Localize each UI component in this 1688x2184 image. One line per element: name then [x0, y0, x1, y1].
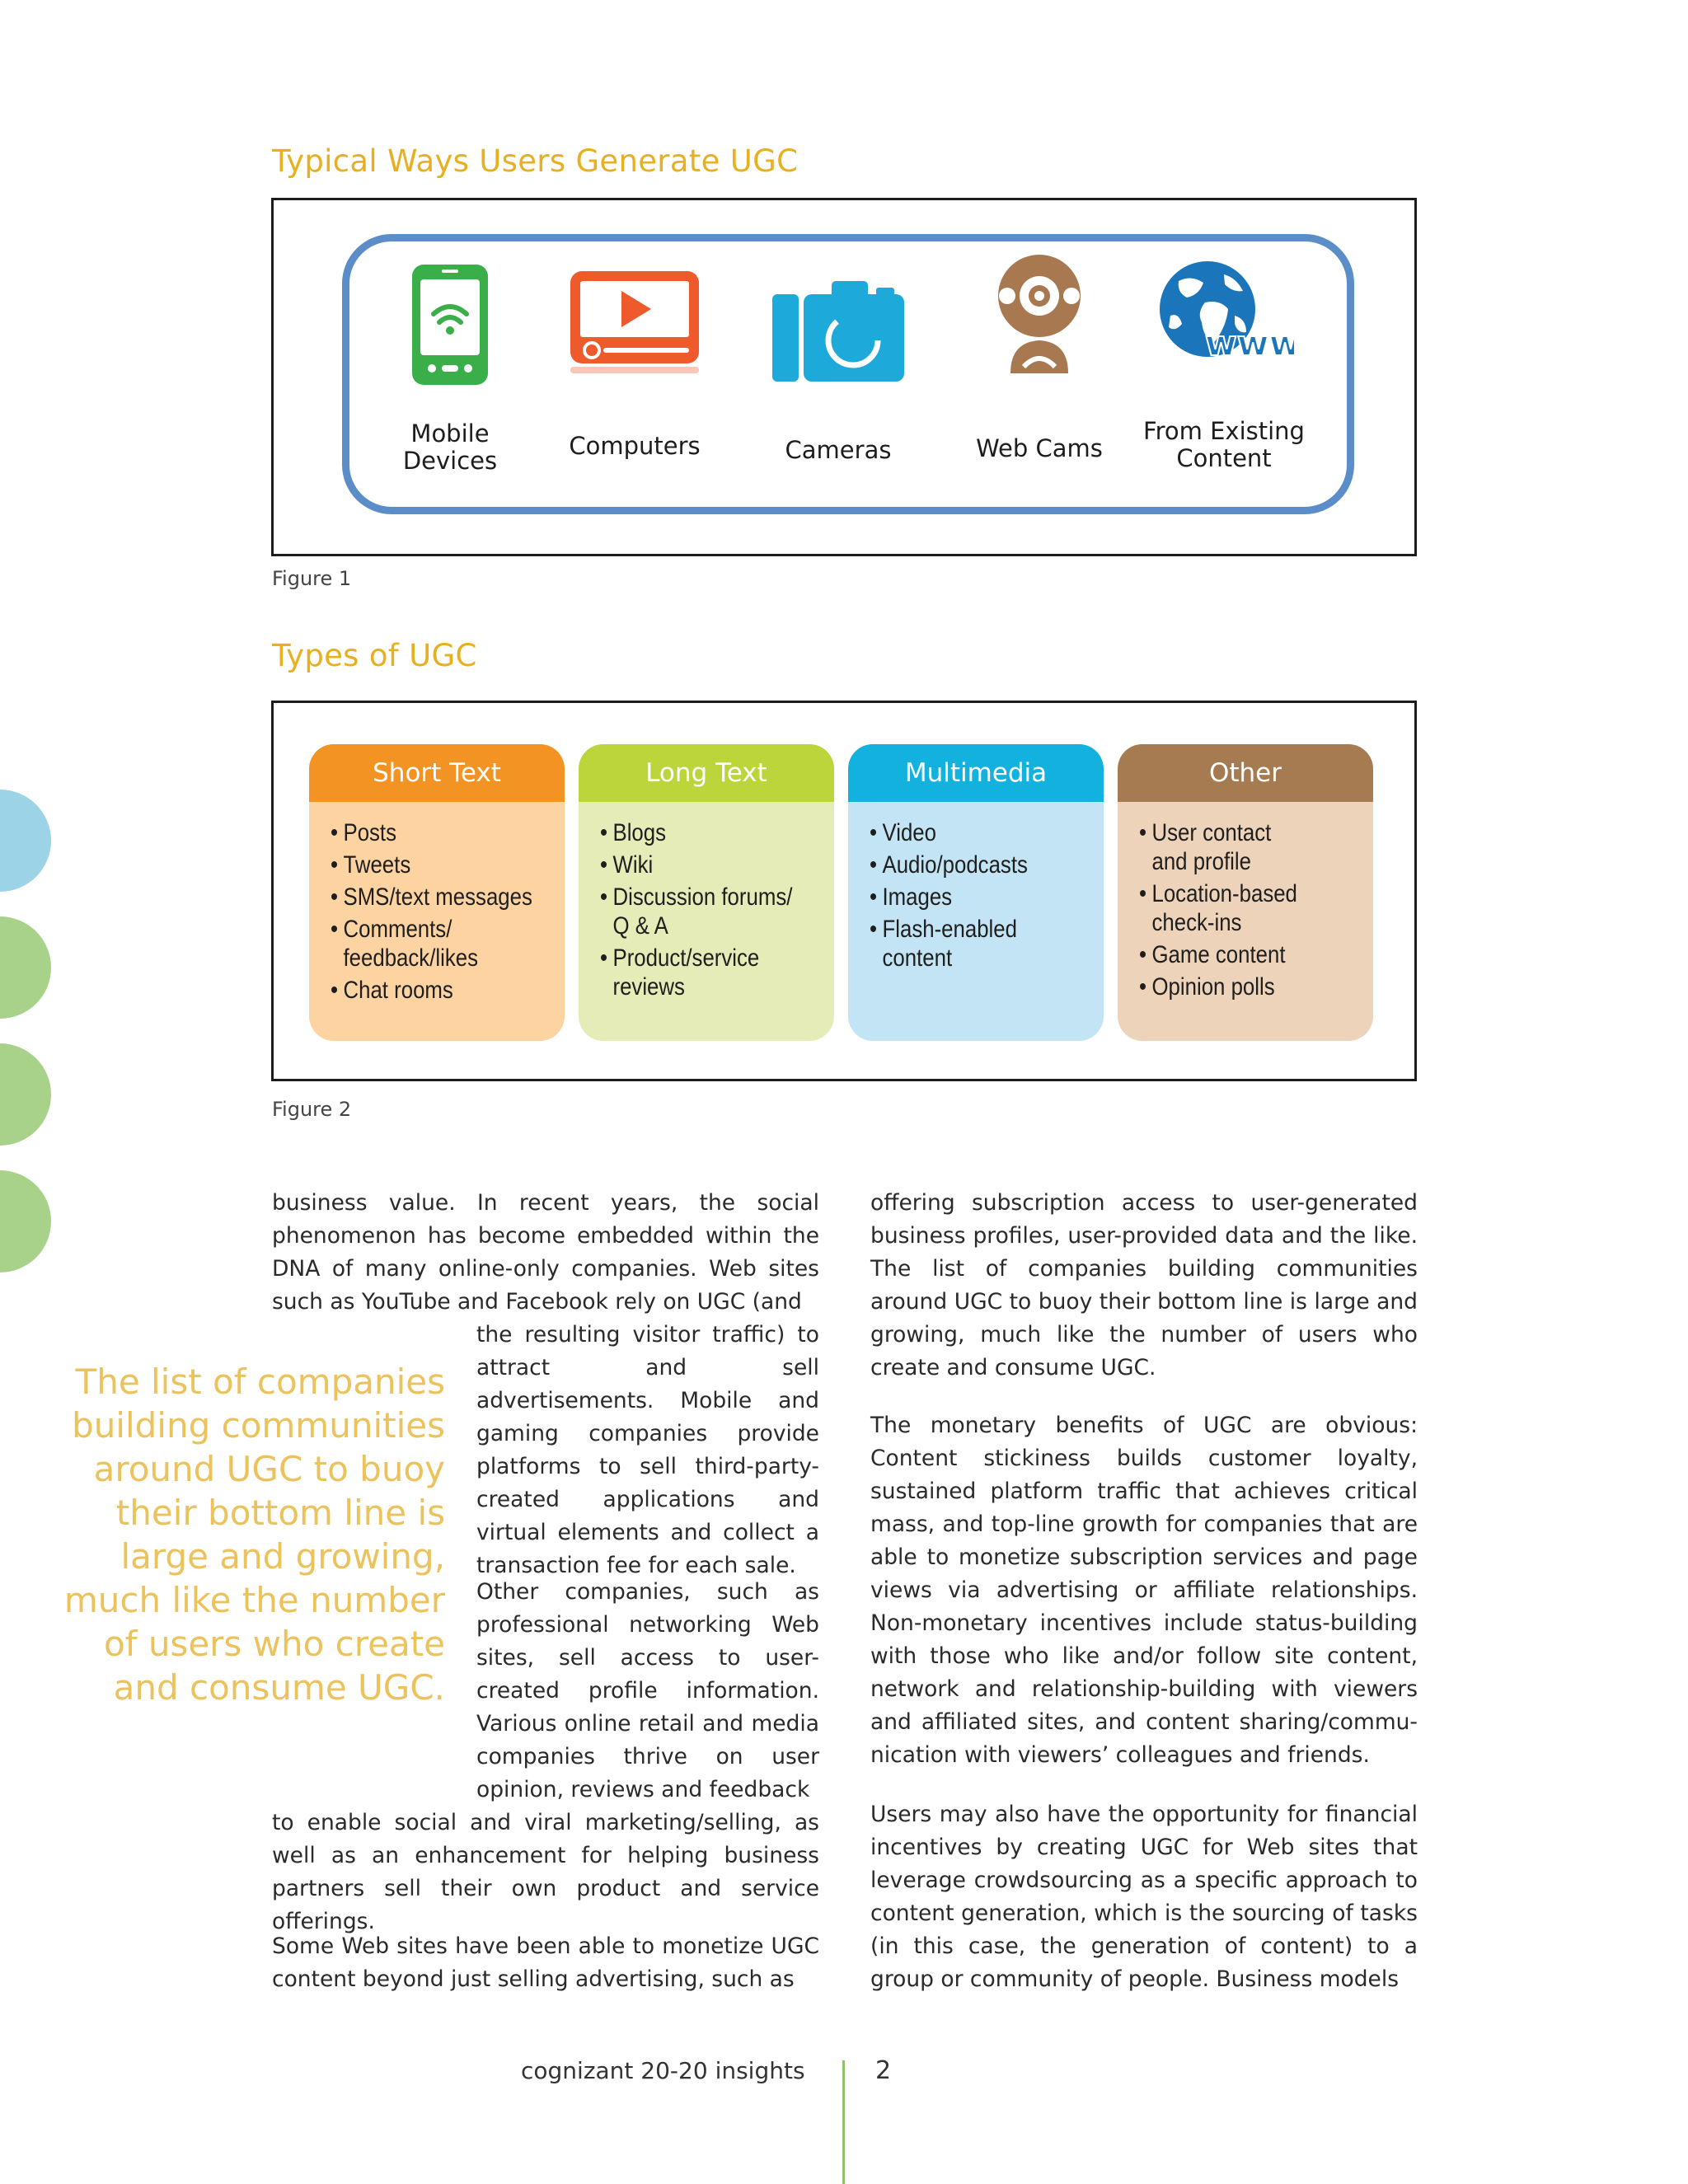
list-item: • Game content: [1139, 940, 1373, 969]
body-col1-top: business value. In recent years, the social phenomenon has become embedded within the DNA of many online-only companies. Web sites such as YouTube and Facebook rely on UGC (and: [272, 1190, 819, 1315]
figure2-title: Types of UGC: [272, 638, 477, 673]
body-col2-p3: Users may also have the opportunity for financial incentives by creating UGC for Web sites that leverage crowdsourcing as a specific approach to content generation, which is the sourcing of tasks (in this case, the generation of content) to a group or community of people. Business models: [870, 1802, 1418, 1992]
list-item: • Images: [870, 883, 1104, 912]
list-item: • Discussion forums/ Q & A: [600, 883, 834, 940]
body-col1-wrap-2: Other companies, such as professional networking Web sites, sell access to user-created profile information. Various online retail and media companies thrive on user opinion, reviews and feedback: [476, 1579, 819, 1802]
list-item: • Blogs: [600, 818, 834, 847]
type-card-other: [1118, 744, 1373, 1041]
footer-publication: cognizant 20-20 insights: [521, 2057, 805, 2084]
figure1-title: Typical Ways Users Generate UGC: [272, 143, 799, 179]
camera-icon: [771, 276, 906, 387]
list-item: • Posts: [331, 818, 565, 847]
mobile-phone-icon: [410, 263, 490, 390]
device-label: Cameras: [785, 436, 892, 464]
footer-divider: [842, 2060, 845, 2184]
globe-www-icon: [1154, 258, 1294, 368]
device-label: Mobile Devices: [402, 419, 498, 475]
device-label: From Existing Content: [1143, 417, 1305, 472]
list-item: • Product/service reviews: [600, 944, 834, 1001]
body-col2-p1: offering subscription access to user-generated business profiles, user-provided data and the like. The list of companies building communities around UGC to buoy their bottom line is large and growing, much like the number of users who create and consume UGC.: [870, 1190, 1418, 1380]
figure1-caption: Figure 1: [272, 567, 352, 590]
figure2-box: [271, 701, 1417, 1081]
computer-video-icon: [569, 269, 701, 380]
ways-panel: [342, 234, 1354, 514]
type-card-heading: Multimedia: [848, 744, 1104, 802]
list-item: • Tweets: [331, 851, 565, 879]
device-label: Computers: [569, 432, 701, 460]
type-card-list: [579, 802, 834, 1001]
list-item: • Wiki: [600, 851, 834, 879]
list-item: • Audio/podcasts: [870, 851, 1104, 879]
pull-quote: The list of companies building communities around UGC to buoy their bottom line is large and growing, much like the number of users who create and consume UGC.: [63, 1361, 445, 1708]
type-card-multimedia: [848, 744, 1104, 1041]
body-col1-bottom-2: Some Web sites have been able to monetize UGC content beyond just selling advertising, such as: [272, 1933, 819, 1992]
body-col2-p2: The monetary benefits of UGC are obvious: Content stickiness builds customer loyalty, sustained platform traffic that achieves critical mass, and top-line growth for companies that are able to monetize subscription services and page views via advertising or affiliate relationships. Non-monetary incentives include status-building with those who like and/or follow site content, network and relationship-building with viewers and affiliated sites, and content sharing/commu-nication with viewers’ colleagues and friends.: [870, 1413, 1418, 1768]
device-label: Web Cams: [976, 434, 1103, 462]
decor-dot-4: [0, 1170, 51, 1272]
body-col1-bottom-1: to enable social and viral marketing/selling, as well as an enhancement for helping business partners sell their own product and service offerings.: [272, 1810, 819, 1934]
body-col1-wrap-1: the resulting visitor traffic) to attract and sell advertisements. Mobile and gaming companies provide platforms to sell third-party-created applications and virtual elements and collect a transaction fee for each sale.: [476, 1322, 819, 1578]
list-item: • User contact and profile: [1139, 818, 1373, 876]
figure1-box: [271, 198, 1417, 556]
list-item: • Comments/ feedback/likes: [331, 915, 565, 972]
list-item: • Opinion polls: [1139, 972, 1373, 1001]
list-item: • SMS/text messages: [331, 883, 565, 912]
figure2-caption: Figure 2: [272, 1098, 352, 1121]
type-card-list: [1118, 802, 1373, 1001]
webcam-icon: [992, 253, 1086, 380]
list-item: • Flash-enabled content: [870, 915, 1104, 972]
globe-www-text: www: [1205, 323, 1294, 363]
type-card-list: [309, 802, 565, 1005]
list-item: • Video: [870, 818, 1104, 847]
decor-dot-3: [0, 1043, 51, 1146]
type-card-heading: Long Text: [579, 744, 834, 802]
decor-dot-1: [0, 790, 51, 892]
decor-dot-2: [0, 916, 51, 1019]
type-card-long-text: [579, 744, 834, 1041]
page-number: 2: [875, 2056, 892, 2085]
type-card-heading: Short Text: [309, 744, 565, 802]
type-card-heading: Other: [1118, 744, 1373, 802]
list-item: • Location-based check-ins: [1139, 879, 1373, 937]
list-item: • Chat rooms: [331, 976, 565, 1005]
type-card-list: [848, 802, 1104, 972]
type-card-short-text: [309, 744, 565, 1041]
